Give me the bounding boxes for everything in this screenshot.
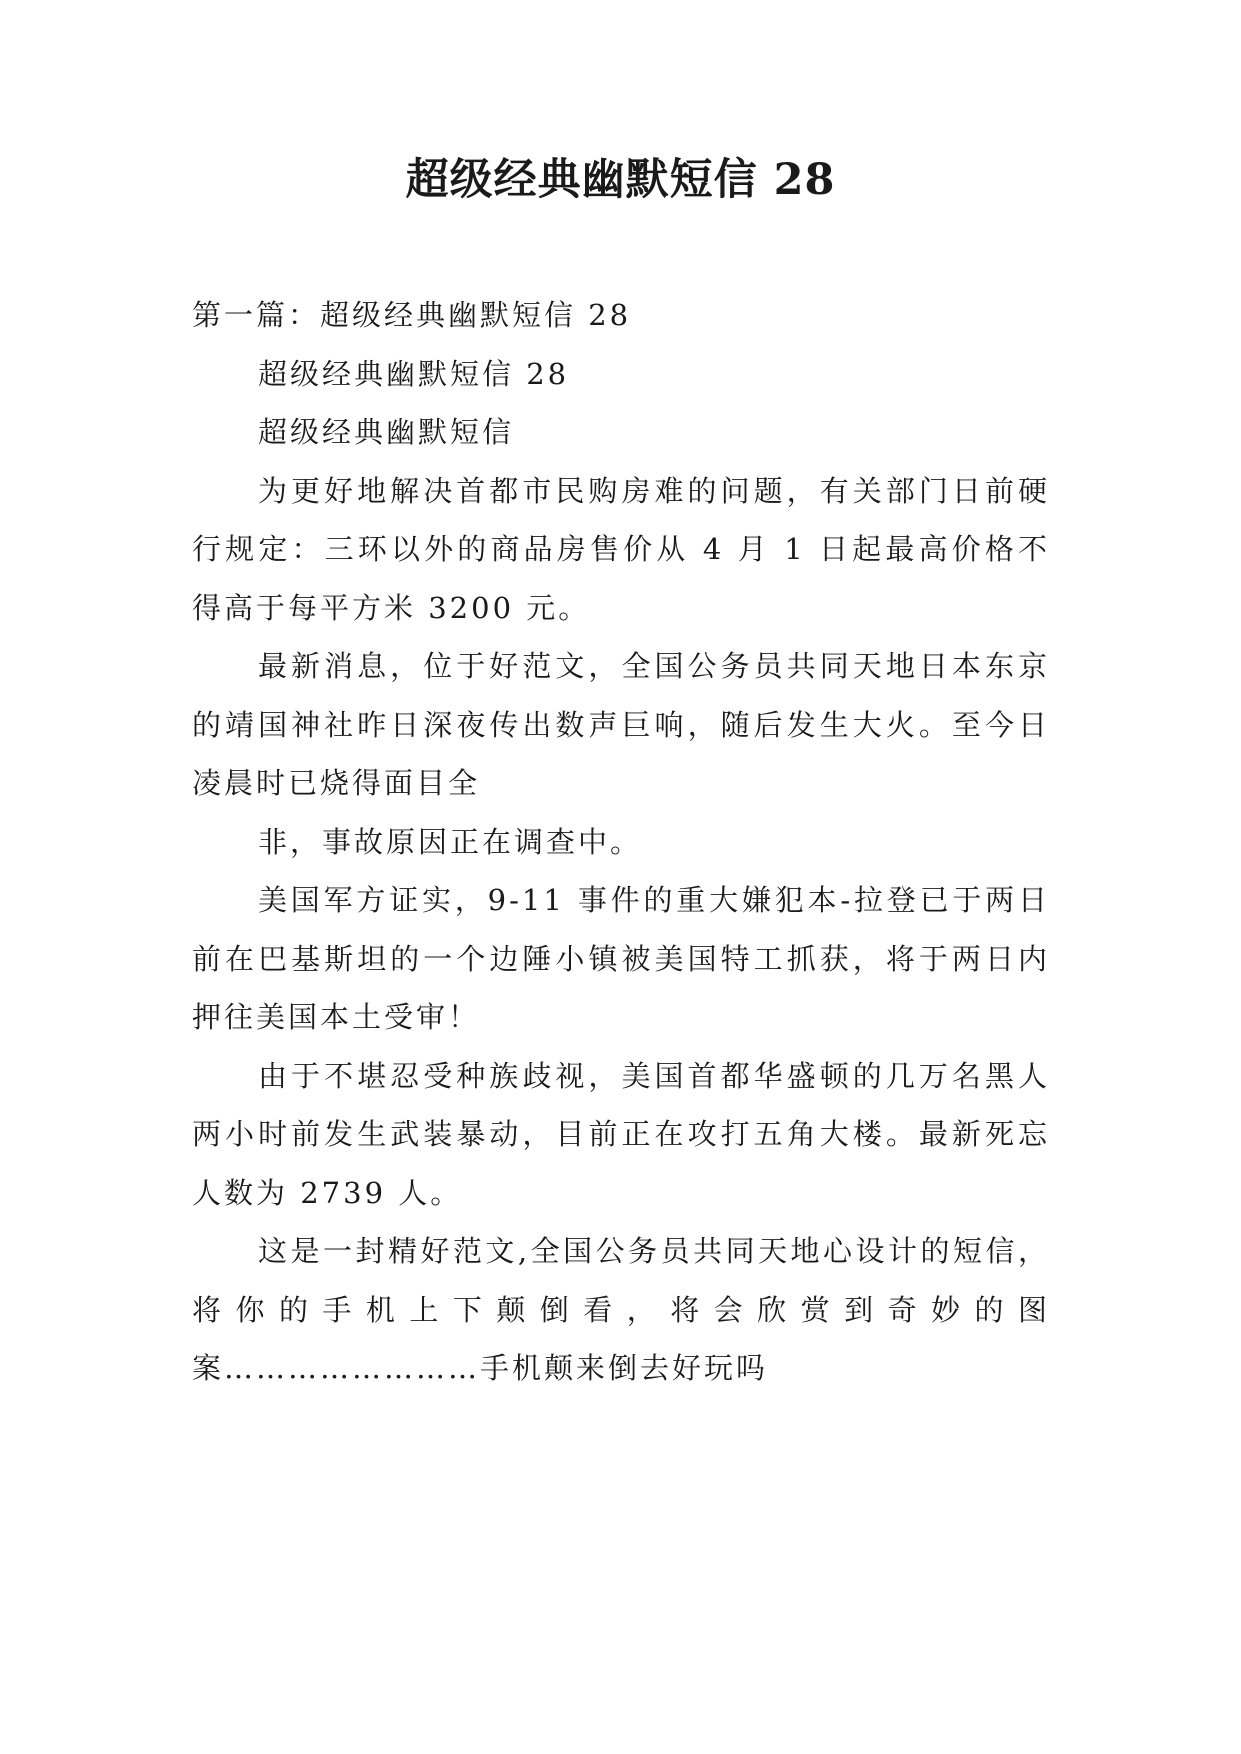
paragraph: 最新消息，位于好范文，全国公务员共同天地日本东京的靖国神社昨日深夜传出数声巨响，随后发生大火。至今日凌晨时已烧得面目全 — [192, 649, 1050, 800]
paragraph: 非，事故原因正在调查中。 — [258, 824, 643, 859]
paragraph-subtitle: 超级经典幽默短信 28 — [258, 356, 570, 391]
paragraph: 为更好地解决首都市民购房难的问题，有关部门日前硬行规定：三环以外的商品房售价从 4 月 1 日起最高价格不得高于每平方米 3200 元。 — [192, 473, 1050, 625]
document-body — [192, 286, 1050, 1398]
paragraph: 由于不堪忍受种族歧视，美国首都华盛顿的几万名黑人两小时前发生武装暴动，目前正在攻打五角大楼。最新死忘人数为 2739 人。 — [192, 1058, 1050, 1210]
paragraph: 美国军方证实，9-11 事件的重大嫌犯本-拉登已于两日前在巴基斯坦的一个边陲小镇被美国特工抓获，将于两日内押往美国本土受审！ — [192, 883, 1050, 1034]
paragraph: 这是一封精好范文,全国公务员共同天地心设计的短信，将你的手机上下颠倒看，将会欣赏到奇妙的图案……………………手机颠来倒去好玩吗 — [192, 1234, 1050, 1385]
paragraph-subheading: 超级经典幽默短信 — [258, 415, 515, 449]
paragraph-heading: 第一篇：超级经典幽默短信 28 — [192, 298, 632, 332]
document-title: 超级经典幽默短信 28 — [405, 155, 836, 205]
